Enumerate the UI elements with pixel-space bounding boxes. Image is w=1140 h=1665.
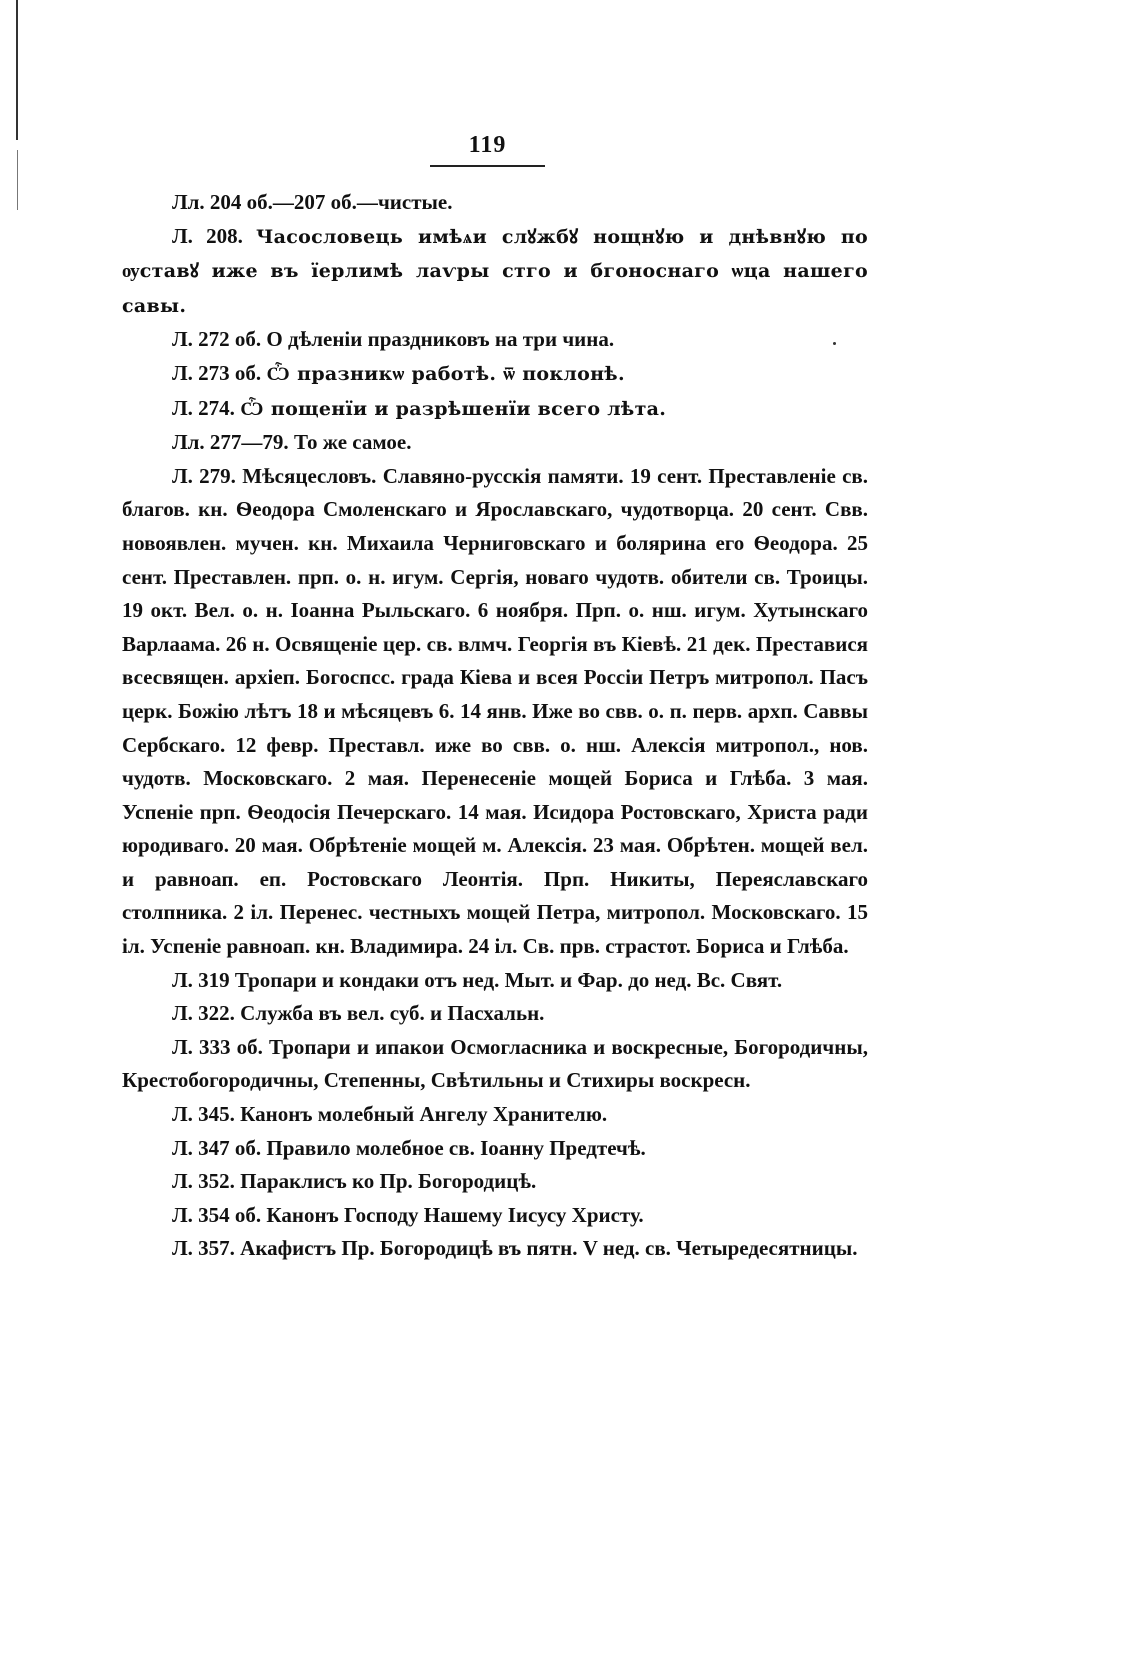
entry-leaf-347 [122, 1132, 868, 1166]
folio-ref: Л. 357. [172, 1236, 235, 1261]
folio-ref: Л. 208. [172, 223, 243, 248]
folio-ref: Л. 279. [172, 463, 236, 488]
entry-text: Параклисъ ко Пр. Богородицѣ. [240, 1169, 537, 1194]
entry-leaf-352 [122, 1165, 868, 1199]
entry-leaf-319 [122, 964, 868, 998]
entry-text: Мѣсяцесловъ. Славяно-русскія памяти. 19 сент. Преставленіе св. благов. кн. Ѳеодора Смоленскаго и Ярославскаго, чудотворца. 20 сент. Свв. новоявлен. мучен. кн. Михаила Черниговскаго и болярина его Ѳеодора. 25 сент. Преставлен. прп. о. н. игум. Сергія, новаго чудотв. обители св. Троицы. 19 окт. Вел. о. н. Іоанна Рыльскаго. 6 ноября. Прп. о. нш. игум. Хутынскаго Варлаама. 26 н. Освященіе цер. св. влмч. Георгія въ Кіевѣ. 21 дек. Преставися всесвящен. архіеп. Богоспсс. града Кіева и всея Россіи Петръ митропол. Пасъ церк. Божію лѣтъ 18 и мѣсяцевъ 6. 14 янв. Иже во свв. о. п. перв. архп. Саввы Сербскаго. 12 февр. Преставл. иже во свв. о. нш. Алексія митропол., нов. чудотв. Московскаго. 2 мая. Перенесеніе мощей Бориса и Глѣба. 3 мая. Успеніе прп. Ѳеодосія Печерскаго. 14 мая. Исидора Ростовскаго, Христа ради юродиваго. 20 мая. Обрѣтеніе мощей м. Алексія. 23 мая. Обрѣтен. мощей вел. и равноап. еп. Ростовскаго Леонтія. Прп. Никиты, Переяславскаго столпника. 2 іл. Перенес. честныхъ мощей Петра, митропол. Московскаго. 15 іл. Успеніе равноап. кн. Владимира. 24 іл. Св. прв. страстот. Бориса и Глѣба. [122, 463, 869, 959]
entry-text-slavonic: Часословець имѣѧи слꙋжбꙋ нощнꙋю и днѣвнꙋю по ѹставꙋ иже въ їерлимѣ лаѵры стго и бгоноснаго ѡца нашего савы. [122, 225, 869, 317]
folio-ref: Л. 274. [172, 395, 235, 420]
page-number-rule [430, 165, 545, 167]
folio-ref: Л. 273 об. [172, 360, 262, 385]
folio-ref: Л. 322. [172, 1001, 235, 1026]
entry-leaf-322 [122, 997, 868, 1031]
entry-text-slavonic: Ѽ пощенїи и разрѣшенїи всего лѣта. [240, 397, 667, 420]
entry-text-slavonic: Ѽ празникѡ работѣ. ѿ поклонѣ. [266, 362, 625, 385]
entry-text: О дѣленіи праздниковъ на три чина. [266, 327, 615, 352]
entry-text: чистые. [377, 190, 453, 214]
folio-ref: Л. 352. [172, 1169, 235, 1194]
folio-ref: Л. 354 об. [172, 1202, 262, 1227]
manuscript-description [122, 186, 868, 1266]
entry-leaf-354 [122, 1199, 868, 1233]
entry-leaves-277-279 [122, 426, 868, 460]
scan-edge-mark [17, 150, 18, 210]
entry-leaf-333 [122, 1031, 868, 1098]
entry-text: Служба въ вел. суб. и Пасхальн. [240, 1001, 545, 1026]
page-number: 119 [468, 132, 507, 158]
folio-ref: Лл. 204 об.—207 об.— [172, 190, 378, 214]
entry-leaf-279 [122, 460, 868, 964]
entry-text: Правило молебное св. Іоанну Предтечѣ. [266, 1135, 646, 1160]
entry-leaf-273 [122, 357, 868, 392]
entry-leaf-345 [122, 1098, 868, 1132]
entry-leaves-204-207 [122, 186, 868, 220]
entry-text: Тропари и кондаки отъ нед. Мыт. и Фар. до нед. Вс. Свят. [234, 967, 783, 992]
entry-leaf-272 [122, 323, 868, 357]
scan-edge-mark [16, 0, 18, 140]
folio-ref: Л. 272 об. [172, 327, 262, 352]
folio-ref: Лл. 277—79. [172, 430, 289, 455]
folio-ref: Л. 347 об. [172, 1135, 262, 1160]
entry-leaf-357 [122, 1232, 868, 1266]
entry-text: Акафистъ Пр. Богородицѣ въ пятн. V нед. св. Четыредесятницы. [240, 1236, 858, 1261]
entry-text: Канонъ Господу Нашему Іисусу Христу. [266, 1202, 644, 1227]
entry-leaf-208 [122, 220, 868, 324]
entry-text: То же самое. [293, 430, 412, 455]
folio-ref: Л. 345. [172, 1102, 235, 1127]
entry-text: Тропари и ипакои Осмогласника и воскресные, Богородичны, Крестобогородичны, Степенны, Свѣтильны и Стихиры воскресн. [122, 1034, 868, 1093]
folio-ref: Л. 333 об. [172, 1034, 263, 1059]
folio-ref: Л. 319 [172, 967, 230, 992]
entry-leaf-274 [122, 392, 868, 427]
entry-text: Канонъ молебный Ангелу Хранителю. [240, 1102, 608, 1127]
